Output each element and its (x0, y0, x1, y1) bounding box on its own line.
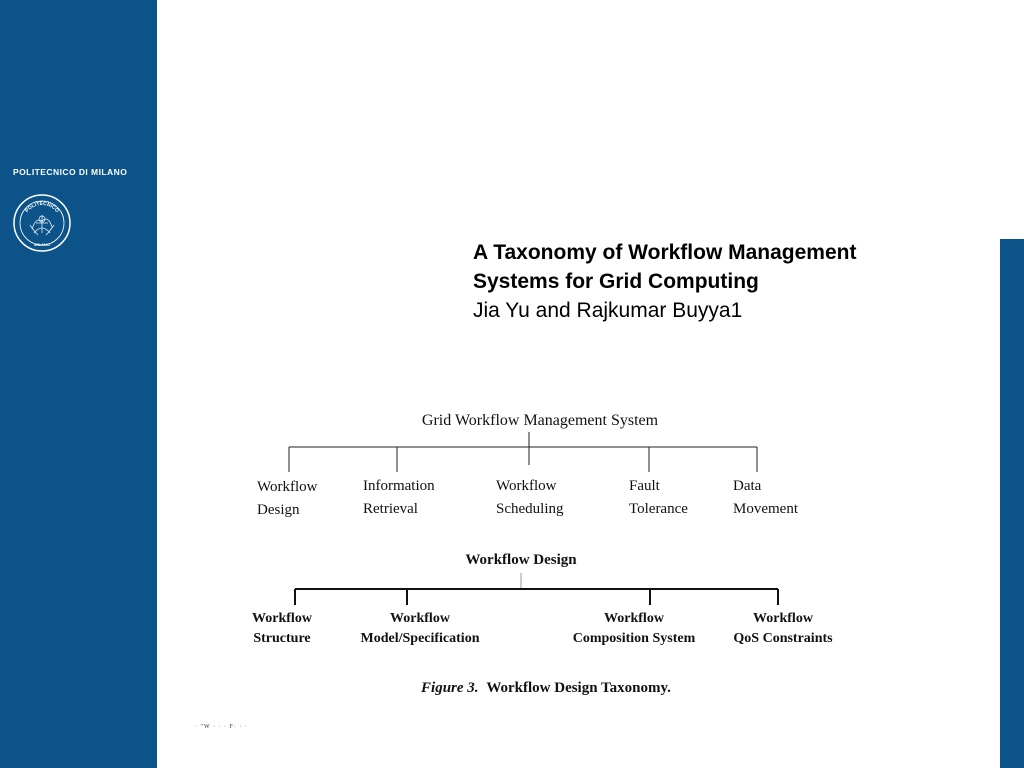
top-taxonomy-tree (257, 412, 799, 518)
figure-caption-label: Figure 3. (421, 680, 479, 696)
top-node-information-retrieval-line-1: Information (363, 478, 435, 494)
bottom-node-composition-line-1: Workflow (604, 611, 664, 626)
top-node-data-movement-line-2: Movement (733, 501, 798, 517)
top-node-workflow-design-line-1: Workflow (257, 479, 318, 495)
top-node-workflow-scheduling-line-1: Workflow (496, 478, 557, 494)
bottom-tree-root: Workflow Design (465, 552, 577, 568)
top-tree-root: Grid Workflow Management System (421, 412, 659, 429)
bottom-node-structure-line-2: Structure (253, 631, 311, 646)
top-tree-children (257, 478, 799, 518)
footer-scan-artifact: · "W · · · F· · · (195, 724, 248, 730)
bottom-node-model-line-1: Workflow (390, 611, 450, 626)
top-tree-connectors (289, 432, 757, 472)
bottom-taxonomy-tree (252, 552, 833, 696)
top-node-data-movement-line-1: Data (733, 478, 762, 494)
seal-text-top: POLITECNICO (24, 200, 60, 214)
bottom-node-qos-line-2: QoS Constraints (733, 631, 833, 646)
bottom-node-model-line-2: Model/Specification (360, 631, 480, 646)
top-node-information-retrieval-line-2: Retrieval (363, 501, 418, 517)
seal-text-bottom: MILANO (34, 242, 50, 247)
paper-title-line-2: Systems for Grid Computing (473, 270, 759, 293)
institution-name: POLITECNICO DI MILANO (13, 167, 128, 177)
bottom-node-structure-line-1: Workflow (252, 611, 312, 626)
top-node-fault-tolerance-line-2: Tolerance (629, 501, 688, 517)
paper-title-line-1: A Taxonomy of Workflow Management (473, 241, 857, 264)
figure-caption (420, 680, 671, 696)
bottom-node-composition-line-2: Composition System (572, 631, 696, 646)
top-node-fault-tolerance-line-1: Fault (629, 478, 660, 494)
top-node-workflow-scheduling-line-2: Scheduling (496, 501, 564, 517)
bottom-node-qos-line-1: Workflow (753, 611, 813, 626)
bottom-tree-connectors (295, 573, 778, 605)
paper-authors: Jia Yu and Rajkumar Buyya1 (473, 299, 743, 322)
bottom-tree-children (252, 611, 833, 646)
figure-caption-text: Workflow Design Taxonomy. (486, 680, 671, 696)
top-node-workflow-design-line-2: Design (257, 502, 300, 518)
